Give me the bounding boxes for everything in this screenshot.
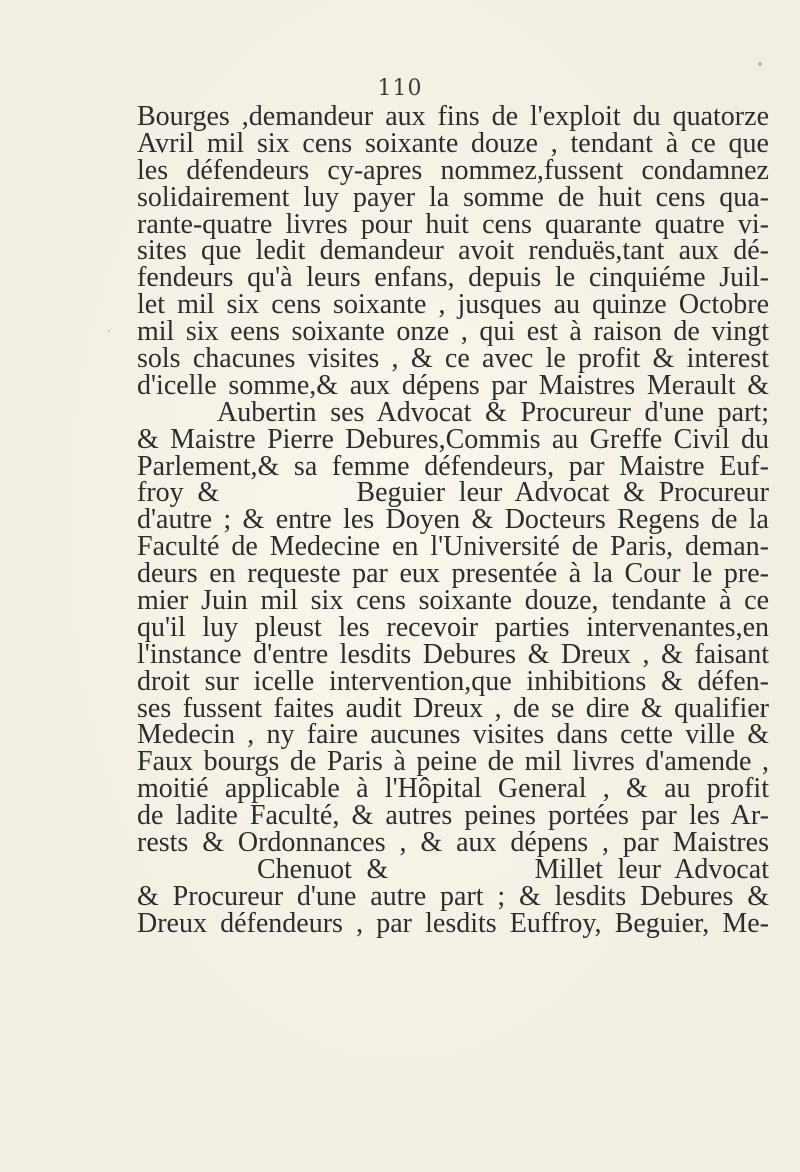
text-line: moitié applicable à l'Hôpital General , & au profit xyxy=(137,773,769,805)
text-line: de ladite Faculté, & autres peines portées par les Ar- xyxy=(137,800,769,832)
text-line: mil six eens soixante onze , qui est à raison de vingt xyxy=(137,316,769,348)
text-line: deurs en requeste par eux presentée à la Cour le pre- xyxy=(137,558,769,590)
paper-speck xyxy=(108,330,110,332)
text-line: sites que ledit demandeur avoit renduës,tant aux dé- xyxy=(137,235,769,267)
text-line: Medecin , ny faire aucunes visites dans cette ville & xyxy=(137,719,769,751)
text-line: rante-quatre livres pour huit cens quarante quatre vi- xyxy=(137,208,769,240)
text-line: solidairement luy payer la somme de huit cens qua- xyxy=(137,181,769,213)
text-line: Dreux défendeurs , par lesdits Euffroy, Beguier, Me- xyxy=(137,907,769,939)
text-line: Aubertin ses Advocat & Procureur d'une part; xyxy=(217,396,769,428)
text-line: & Procureur d'une autre part ; & lesdits Debures & xyxy=(137,880,769,912)
text-line: droit sur icelle intervention,que inhibitions & défen- xyxy=(137,665,769,697)
text-line: qu'il luy pleust les recevoir parties intervenantes,en xyxy=(137,611,769,643)
page-number: 110 xyxy=(377,76,423,101)
text-line: Faculté de Medecine en l'Université de Paris, deman- xyxy=(137,531,769,563)
text-line: Parlement,& sa femme défendeurs, par Maistre Euf- xyxy=(137,450,769,482)
text-line: les défendeurs cy-apres nommez,fussent condamnez xyxy=(137,154,769,186)
text-line: let mil six cens soixante , jusques au quinze Octobre xyxy=(137,289,769,321)
text-line: sols chacunes visites , & ce avec le profit & interest xyxy=(137,343,769,375)
text-line: d'icelle somme,& aux dépens par Maistres Merault & xyxy=(137,369,769,401)
text-line: froy & Beguier leur Advocat & Procureur xyxy=(137,477,769,509)
text-line: & Maistre Pierre Debures,Commis au Greffe Civil du xyxy=(137,423,769,455)
text-line: Avril mil six cens soixante douze , tendant à ce que xyxy=(137,127,769,159)
text-line: mier Juin mil six cens soixante douze, tendante à ce xyxy=(137,585,769,617)
body-text xyxy=(137,101,769,939)
text-line: Faux bourgs de Paris à peine de mil livres d'amende , xyxy=(137,746,769,778)
text-line: rests & Ordonnances , & aux dépens , par Maistres xyxy=(137,827,769,859)
text-line: Chenuot & Millet leur Advocat xyxy=(257,853,769,885)
text-line: d'autre ; & entre les Doyen & Docteurs Regens de la xyxy=(137,504,769,536)
text-line: fendeurs qu'à leurs enfans, depuis le cinquiéme Juil- xyxy=(137,262,769,294)
paper-speck xyxy=(758,62,762,66)
text-line: Bourges ,demandeur aux fins de l'exploit du quatorze xyxy=(137,101,769,132)
text-line: l'instance d'entre lesdits Debures & Dreux , & faisant xyxy=(137,638,769,670)
text-line: ses fussent faites audit Dreux , de se dire & qualifier xyxy=(137,692,769,724)
